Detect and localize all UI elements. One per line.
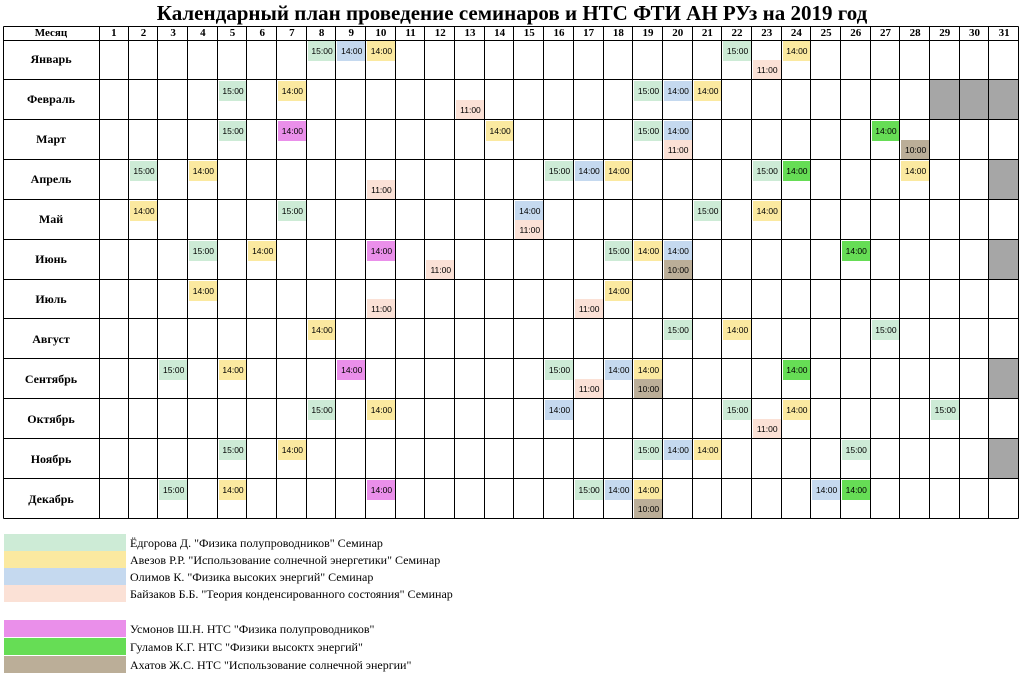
event-yellow: 14:00	[130, 201, 159, 221]
legend-swatch	[4, 534, 126, 551]
event-peach: 11:00	[575, 379, 604, 399]
event-lime: 14:00	[872, 121, 901, 141]
event-peach: 11:00	[575, 299, 604, 319]
event-green: 15:00	[159, 480, 188, 500]
event-peach: 11:00	[515, 220, 544, 240]
event-yellow: 14:00	[219, 480, 248, 500]
event-blue: 14:00	[664, 440, 693, 460]
day-header: 23	[761, 27, 773, 39]
day-header: 29	[939, 27, 951, 39]
day-header: 1	[111, 27, 117, 39]
day-header: 16	[553, 27, 565, 39]
day-header: 22	[731, 27, 743, 39]
event-yellow: 14:00	[278, 81, 307, 101]
month-label: Июль	[35, 291, 67, 306]
day-header: 20	[672, 27, 684, 39]
event-green: 15:00	[308, 400, 337, 420]
legend-label: Авезов Р.Р. "Использование солнечной энергетики" Семинар	[130, 553, 441, 567]
event-green: 15:00	[545, 161, 574, 181]
day-header: 2	[140, 27, 147, 39]
day-header: 31	[998, 27, 1010, 39]
event-green: 15:00	[130, 161, 159, 181]
event-blue: 14:00	[664, 81, 693, 101]
event-green: 15:00	[189, 241, 218, 261]
legend-label: Байзаков Б.Б. "Теория конденсированного состояния" Семинар	[130, 587, 453, 601]
event-blue: 14:00	[605, 360, 634, 380]
day-header: 30	[968, 27, 980, 39]
day-header: 18	[612, 27, 624, 39]
event-blue: 14:00	[515, 201, 544, 221]
day-header: 4	[200, 27, 206, 39]
day-header: 24	[790, 27, 802, 39]
legend-swatch	[4, 568, 126, 585]
day-header: 28	[909, 27, 921, 39]
month-label: Январь	[30, 52, 72, 67]
day-header: 13	[464, 27, 476, 39]
event-green: 15:00	[219, 121, 248, 141]
event-yellow: 14:00	[634, 241, 663, 261]
event-lime: 14:00	[842, 480, 871, 500]
month-label: Март	[36, 132, 66, 147]
event-tan: 10:00	[664, 260, 693, 280]
day-header: 7	[289, 27, 295, 39]
event-green: 15:00	[634, 121, 663, 141]
event-lime: 14:00	[783, 360, 812, 380]
event-yellow: 14:00	[634, 360, 663, 380]
day-header: 8	[318, 27, 325, 39]
event-green: 15:00	[278, 201, 307, 221]
event-blue: 14:00	[664, 241, 693, 261]
event-green: 15:00	[842, 440, 871, 460]
event-yellow: 14:00	[723, 320, 752, 340]
day-header: 3	[170, 27, 176, 39]
event-green: 15:00	[545, 360, 574, 380]
legend-swatch	[4, 620, 126, 637]
event-peach: 11:00	[753, 60, 782, 80]
event-green: 15:00	[159, 360, 188, 380]
legend-swatch	[4, 585, 126, 602]
legend-label: Ахатов Ж.С. НТС "Использование солнечной энергии"	[130, 658, 412, 672]
month-label: Октябрь	[27, 411, 75, 426]
legend-label: Усмонов Ш.Н. НТС "Физика полупроводников"	[130, 622, 375, 636]
event-peach: 11:00	[367, 299, 396, 319]
event-lime: 14:00	[842, 241, 871, 261]
event-blue: 14:00	[812, 480, 841, 500]
event-magenta: 14:00	[278, 121, 307, 141]
event-tan: 10:00	[634, 379, 663, 399]
event-yellow: 14:00	[367, 400, 396, 420]
event-yellow: 14:00	[783, 400, 812, 420]
event-green: 15:00	[605, 241, 634, 261]
day-header: 14	[494, 27, 506, 39]
event-blue: 14:00	[545, 400, 574, 420]
day-header: 11	[405, 27, 416, 39]
event-green: 15:00	[723, 400, 752, 420]
day-header: 21	[701, 27, 713, 39]
event-yellow: 14:00	[308, 320, 337, 340]
legend	[0, 528, 1024, 682]
month-label: Август	[32, 331, 70, 346]
event-yellow: 14:00	[189, 281, 218, 301]
day-header: 17	[583, 27, 595, 39]
event-blue: 14:00	[664, 121, 693, 141]
event-green: 15:00	[308, 41, 337, 61]
day-header: 5	[229, 27, 236, 39]
event-green: 15:00	[753, 161, 782, 181]
event-peach: 11:00	[753, 419, 782, 439]
month-label: Февраль	[27, 92, 75, 107]
event-peach: 11:00	[426, 260, 455, 280]
day-header: 19	[642, 27, 654, 39]
event-green: 15:00	[634, 81, 663, 101]
event-peach: 11:00	[456, 100, 485, 120]
legend-label: Гуламов К.Г. НТС "Физики высоктх энергий"	[130, 640, 363, 654]
event-yellow: 14:00	[189, 161, 218, 181]
event-yellow: 14:00	[753, 201, 782, 221]
event-yellow: 14:00	[248, 241, 277, 261]
month-label: Июнь	[35, 252, 67, 267]
event-green: 15:00	[634, 440, 663, 460]
event-green: 15:00	[219, 440, 248, 460]
event-green: 15:00	[694, 201, 723, 221]
event-yellow: 14:00	[694, 440, 723, 460]
event-peach: 11:00	[664, 140, 693, 160]
day-header: 27	[879, 27, 891, 39]
page-title: Календарный план проведение семинаров и НТС ФТИ АН РУз на 2019 год	[156, 1, 868, 25]
day-header: 12	[434, 27, 446, 39]
event-green: 15:00	[931, 400, 960, 420]
event-yellow: 14:00	[486, 121, 515, 141]
event-green: 15:00	[723, 41, 752, 61]
month-label: Декабрь	[28, 491, 74, 506]
month-label: Ноябрь	[30, 451, 72, 466]
event-green: 15:00	[872, 320, 901, 340]
event-yellow: 14:00	[605, 281, 634, 301]
month-label: Апрель	[30, 172, 72, 187]
event-blue: 14:00	[605, 480, 634, 500]
event-tan: 10:00	[634, 499, 663, 519]
grid-lines	[3, 26, 1019, 519]
event-yellow: 14:00	[367, 41, 396, 61]
event-magenta: 14:00	[337, 360, 366, 380]
event-yellow: 14:00	[694, 81, 723, 101]
header-month-label: Месяц	[34, 27, 68, 39]
event-green: 15:00	[575, 480, 604, 500]
event-yellow: 14:00	[278, 440, 307, 460]
day-header: 26	[850, 27, 862, 39]
day-header: 15	[523, 27, 535, 39]
event-green: 15:00	[219, 81, 248, 101]
day-header: 25	[820, 27, 832, 39]
day-header: 9	[348, 27, 354, 39]
event-blue: 14:00	[337, 41, 366, 61]
event-lime: 14:00	[783, 161, 812, 181]
event-yellow: 14:00	[634, 480, 663, 500]
month-label: Сентябрь	[24, 371, 78, 386]
event-magenta: 14:00	[367, 480, 396, 500]
legend-swatch	[4, 638, 126, 655]
event-yellow: 14:00	[901, 161, 930, 181]
event-tan: 10:00	[901, 140, 930, 160]
event-yellow: 14:00	[219, 360, 248, 380]
event-green: 15:00	[664, 320, 693, 340]
day-header: 10	[375, 27, 387, 39]
legend-label: Ёдгорова Д. "Физика полупроводников" Семинар	[130, 536, 383, 550]
legend-label: Олимов К. "Физика высоких энергий" Семинар	[130, 570, 374, 584]
event-yellow: 14:00	[605, 161, 634, 181]
event-magenta: 14:00	[367, 241, 396, 261]
event-blue: 14:00	[575, 161, 604, 181]
calendar-grid	[3, 26, 1019, 519]
event-peach: 11:00	[367, 180, 396, 200]
day-header: 6	[259, 27, 265, 39]
month-label: Май	[38, 212, 64, 227]
legend-swatch	[4, 551, 126, 568]
legend-swatch	[4, 656, 126, 673]
event-yellow: 14:00	[783, 41, 812, 61]
